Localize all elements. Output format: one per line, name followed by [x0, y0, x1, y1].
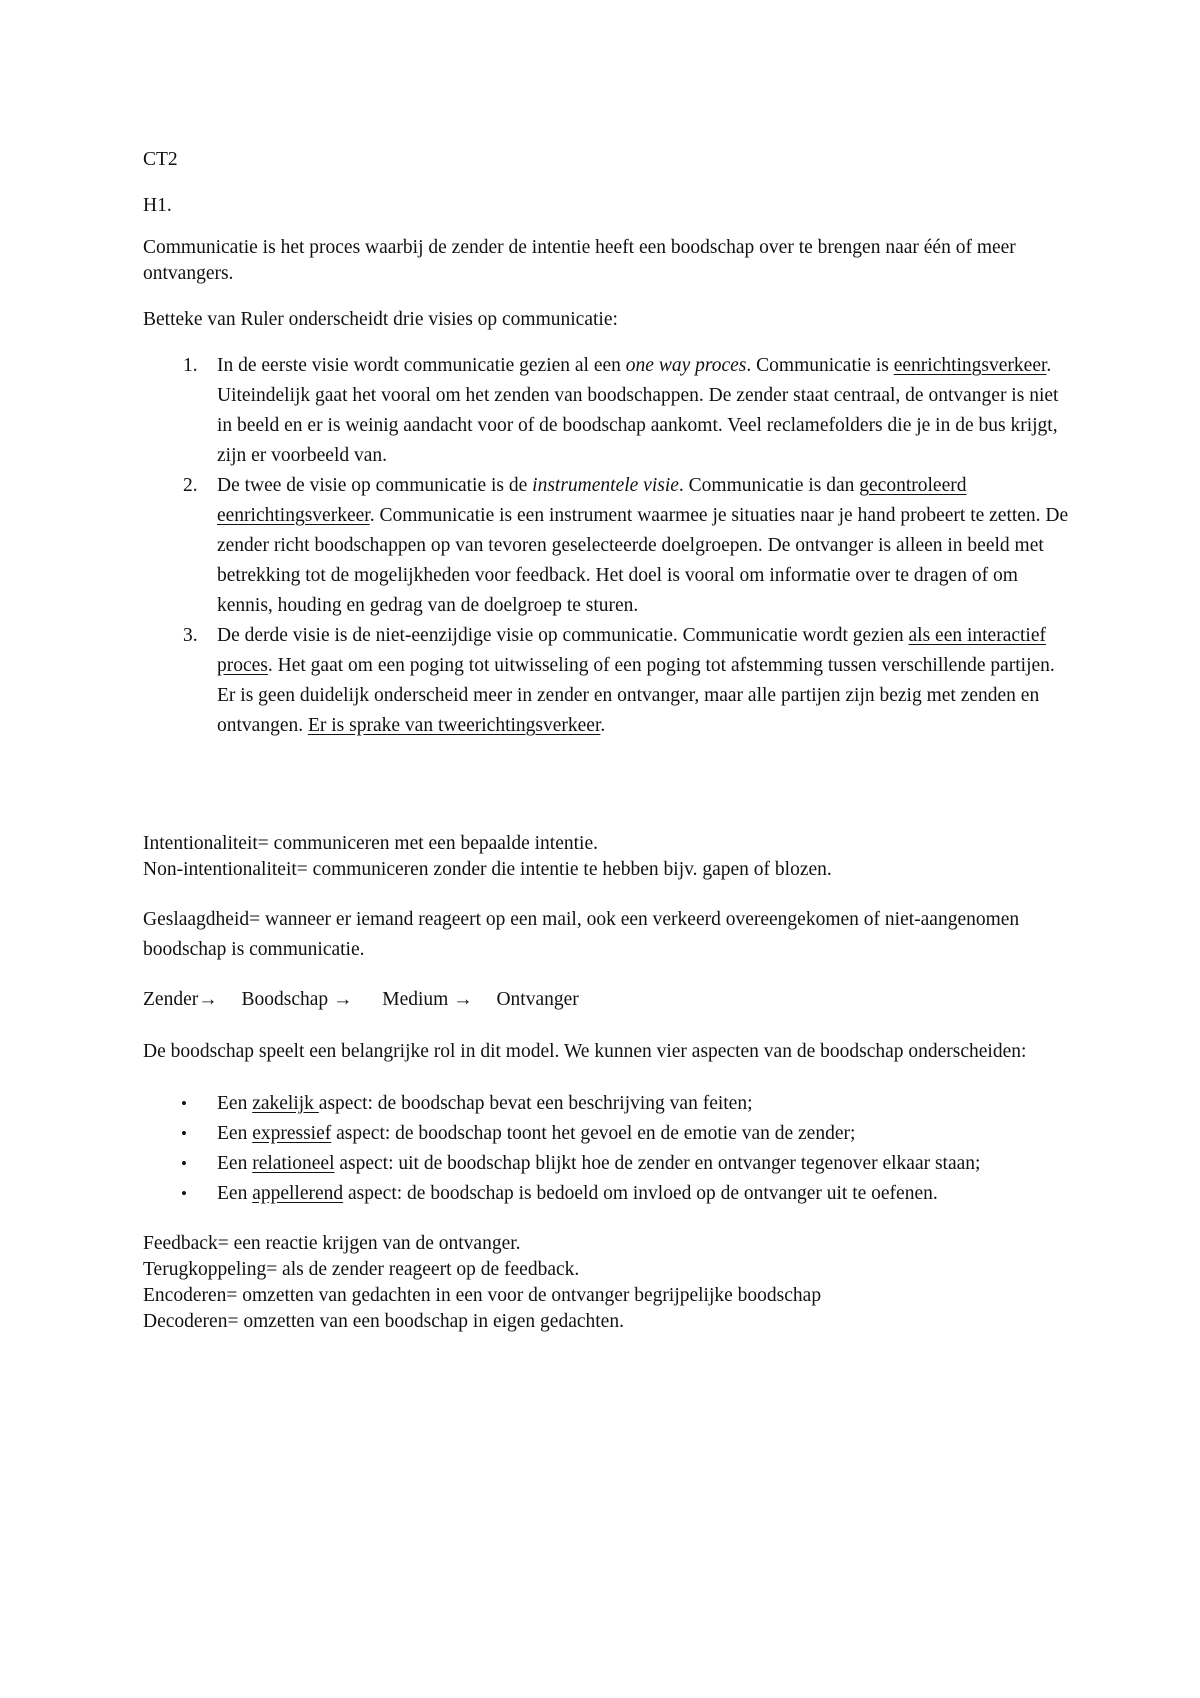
aspect-text: aspect: de boodschap toont het gevoel en de emotie van de zender;	[331, 1123, 856, 1144]
list-number: 2.	[183, 475, 198, 496]
definition-intentionaliteit: Intentionaliteit= communiceren met een bepaalde intentie.	[143, 833, 598, 854]
visions-intro: Betteke van Ruler onderscheidt drie visies op communicatie:	[143, 309, 618, 330]
definition-geslaagdheid: Geslaagdheid= wanneer er iemand reageert op een mail, ook een verkeerd overeengekomen of niet-aangenomen boodschap is communicatie.	[143, 909, 1020, 960]
list-number: 3.	[183, 625, 198, 646]
model-zender: Zender	[143, 989, 199, 1010]
bullet-icon: •	[181, 1124, 187, 1143]
list-item	[143, 1149, 1073, 1179]
vision-italic-term: instrumentele visie	[532, 475, 679, 496]
list-item	[143, 1179, 1073, 1209]
arrow-right-icon: →	[198, 989, 218, 1010]
aspects-intro: De boodschap speelt een belangrijke rol in dit model. We kunnen vier aspecten van de boodschap onderscheiden:	[143, 1041, 1027, 1062]
list-item	[143, 471, 1073, 621]
aspect-text: Een	[217, 1123, 253, 1144]
vision-text: . Communicatie is een instrument waarmee je situaties naar je hand probeert te zetten. De zender richt boodschappen op van tevoren geselecteerde doelgroepen. De ontvanger is alleen in beeld met betrekking tot de mogelijkheden voor feedback. Het doel is vooral om informatie over te dragen of om kennis, houding en gedrag van de doelgroep te sturen.	[217, 505, 1069, 616]
aspect-text: Een	[217, 1093, 253, 1114]
aspect-text: Een	[217, 1153, 253, 1174]
model-medium: Medium	[382, 989, 449, 1010]
definition-decoderen: Decoderen= omzetten van een boodschap in eigen gedachten.	[143, 1311, 624, 1332]
aspect-text: aspect: de boodschap bevat een beschrijving van feiten;	[318, 1093, 753, 1114]
vision-text: De twee de visie op communicatie is de	[217, 475, 533, 496]
aspect-term: relationeel	[252, 1153, 335, 1174]
arrow-right-icon: →	[333, 989, 353, 1010]
aspects-list	[143, 1089, 1073, 1209]
list-item	[143, 351, 1073, 471]
definition-feedback: Feedback= een reactie krijgen van de ontvanger.	[143, 1233, 521, 1254]
vision-text: . Uiteindelijk gaat het vooral om het zenden van boodschappen. De zender staat centraal, de ontvanger is niet in beeld en er is weinig aandacht voor of de boodschap aankomt. Veel reclamefolders die je in de bus krijgt, zijn er voorbeeld van.	[217, 355, 1059, 466]
definition-non-intentionaliteit: Non-intentionaliteit= communiceren zonder die intentie te hebben bijv. gapen of blozen.	[143, 859, 832, 880]
vision-underlined-term: gecontroleerd eenrichtingsverkeer	[217, 475, 967, 526]
chapter-heading: H1.	[143, 195, 172, 216]
arrow-right-icon: →	[453, 989, 473, 1010]
bullet-icon: •	[181, 1154, 187, 1173]
communication-model	[143, 985, 1073, 1015]
aspect-term: expressief	[252, 1123, 332, 1144]
definition-encoderen: Encoderen= omzetten van gedachten in een voor de ontvanger begrijpelijke boodschap	[143, 1285, 822, 1306]
document-title: CT2	[143, 149, 178, 170]
aspect-term: zakelijk	[252, 1093, 319, 1114]
model-ontvanger: Ontvanger	[496, 989, 579, 1010]
document-page	[143, 145, 1073, 1335]
aspect-text: Een	[217, 1183, 253, 1204]
vision-text: . Het gaat om een poging tot uitwisseling of een poging tot afstemming tussen verschillende partijen. Er is geen duidelijk onderscheid meer in zender en ontvanger, maar alle partijen zijn bezig met zenden en ontvangen.	[217, 655, 1055, 736]
vision-underlined-term: als een interactief proces	[217, 625, 1046, 676]
bullet-icon: •	[181, 1184, 187, 1203]
vision-text: De derde visie is de niet-eenzijdige visie op communicatie. Communicatie wordt gezien	[217, 625, 909, 646]
model-boodschap: Boodschap	[241, 989, 329, 1010]
visions-list	[143, 351, 1073, 741]
intro-paragraph: Communicatie is het proces waarbij de zender de intentie heeft een boodschap over te brengen naar één of meer ontvangers.	[143, 237, 1016, 284]
list-number: 1.	[183, 355, 198, 376]
vision-italic-term: one way proces	[625, 355, 747, 376]
vision-text: . Communicatie is	[746, 355, 894, 376]
aspect-text: aspect: de boodschap is bedoeld om invloed op de ontvanger uit te oefenen.	[343, 1183, 938, 1204]
vision-underlined-term: eenrichtingsverkeer	[893, 355, 1047, 376]
bullet-icon: •	[181, 1094, 187, 1113]
list-item	[143, 1119, 1073, 1149]
list-item	[143, 621, 1073, 741]
vision-underlined-term: Er is sprake van tweerichtingsverkeer	[307, 715, 601, 736]
vision-text: In de eerste visie wordt communicatie gezien al een	[217, 355, 626, 376]
aspect-text: aspect: uit de boodschap blijkt hoe de zender en ontvanger tegenover elkaar staan;	[334, 1153, 981, 1174]
vision-text: .	[600, 715, 606, 736]
definition-terugkoppeling: Terugkoppeling= als de zender reageert op de feedback.	[143, 1259, 580, 1280]
aspect-term: appellerend	[252, 1183, 344, 1204]
vision-text: . Communicatie is dan	[678, 475, 860, 496]
list-item	[143, 1089, 1073, 1119]
